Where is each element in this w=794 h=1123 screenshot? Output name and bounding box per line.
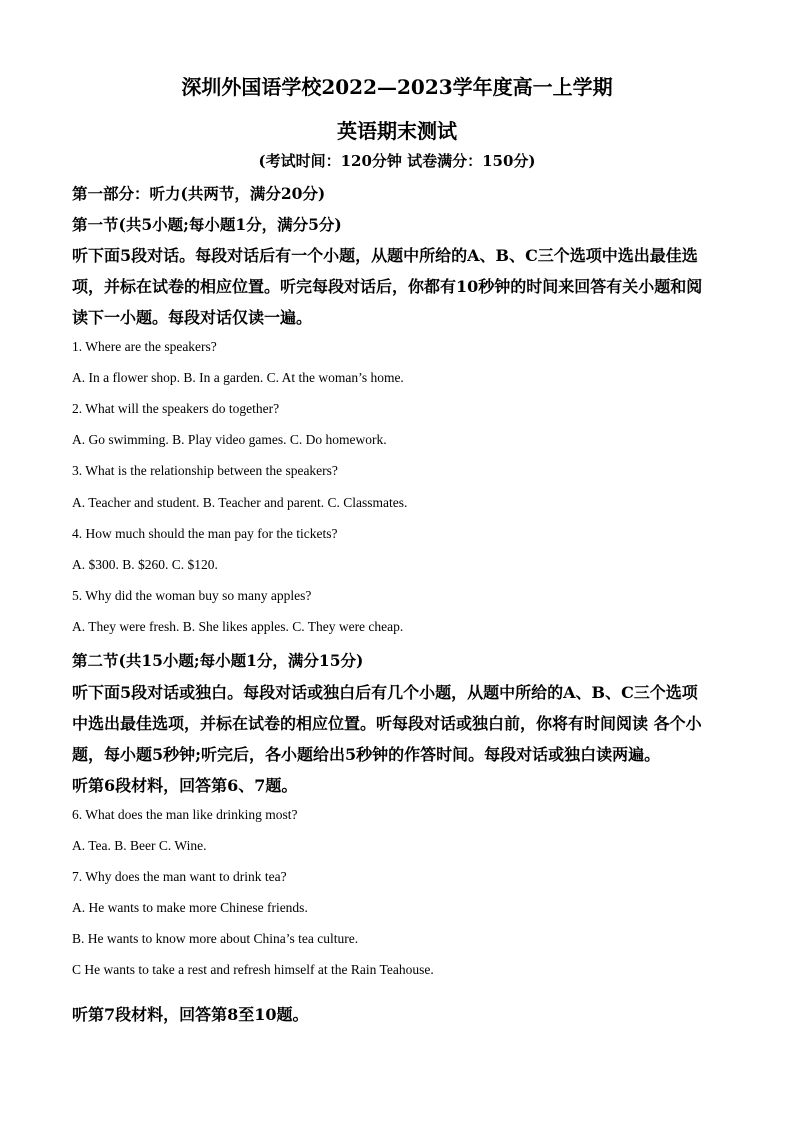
question-5-options: A. They were fresh. B. She likes apples. C. They were cheap.	[72, 619, 404, 634]
question-4: 4. How much should the man pay for the tickets?	[72, 526, 338, 541]
question-6-options: A. Tea. B. Beer C. Wine.	[72, 838, 207, 853]
question-1-options: A. In a flower shop. B. In a garden. C. At the woman’s home.	[72, 370, 404, 385]
section2-instruction-line: 中选出最佳选项，并标在试卷的相应位置。听每段对话或独白前，你将有时间阅读 各个小	[72, 714, 702, 733]
question-4-options: A. $300. B. $260. C. $120.	[72, 557, 218, 572]
question-7: 7. Why does the man want to drink tea?	[72, 869, 287, 884]
question-7-option-c: C He wants to take a rest and refresh himself at the Rain Teahouse.	[72, 962, 434, 977]
section1-heading: 第一节(共5小题;每小题1分，满分5分)	[72, 215, 342, 234]
section1-instruction-line: 项，并标在试卷的相应位置。听完每段对话后，你都有10秒钟的时间来回答有关小题和阅	[72, 277, 703, 296]
section1-instruction-line: 听下面5段对话。每段对话后有一个小题，从题中所给的A、B、C三个选项中选出最佳选	[72, 246, 698, 265]
section2-instruction-line: 听下面5段对话或独白。每段对话或独白后有几个小题，从题中所给的A、B、C三个选项	[72, 683, 698, 702]
part1-heading: 第一部分：听力(共两节，满分20分)	[72, 184, 326, 203]
section2-heading: 第二节(共15小题;每小题1分，满分15分)	[72, 651, 364, 670]
section1-instruction-line: 读下一小题。每段对话仅读一遍。	[72, 308, 313, 327]
exam-info: (考试时间：120分钟 试卷满分：150分)	[258, 152, 536, 170]
question-5: 5. Why did the woman buy so many apples?	[72, 588, 312, 603]
question-3-options: A. Teacher and student. B. Teacher and parent. C. Classmates.	[72, 495, 408, 510]
exam-subtitle: 英语期末测试	[337, 119, 457, 143]
exam-title: 深圳外国语学校2022—2023学年度高一上学期	[181, 75, 613, 99]
material-6-heading: 听第6段材料，回答第6、7题。	[72, 776, 298, 795]
question-2-options: A. Go swimming. B. Play video games. C. Do homework.	[72, 432, 387, 447]
section2-instruction-line: 题，每小题5秒钟;听完后，各小题给出5秒钟的作答时间。每段对话或独白读两遍。	[72, 745, 661, 764]
question-1: 1. Where are the speakers?	[72, 339, 217, 354]
question-6: 6. What does the man like drinking most?	[72, 807, 298, 822]
question-7-option-a: A. He wants to make more Chinese friends.	[72, 900, 308, 915]
material-7-heading: 听第7段材料，回答第8至10题。	[72, 1005, 309, 1024]
question-3: 3. What is the relationship between the speakers?	[72, 463, 338, 478]
question-2: 2. What will the speakers do together?	[72, 401, 280, 416]
question-7-option-b: B. He wants to know more about China’s tea culture.	[72, 931, 359, 946]
